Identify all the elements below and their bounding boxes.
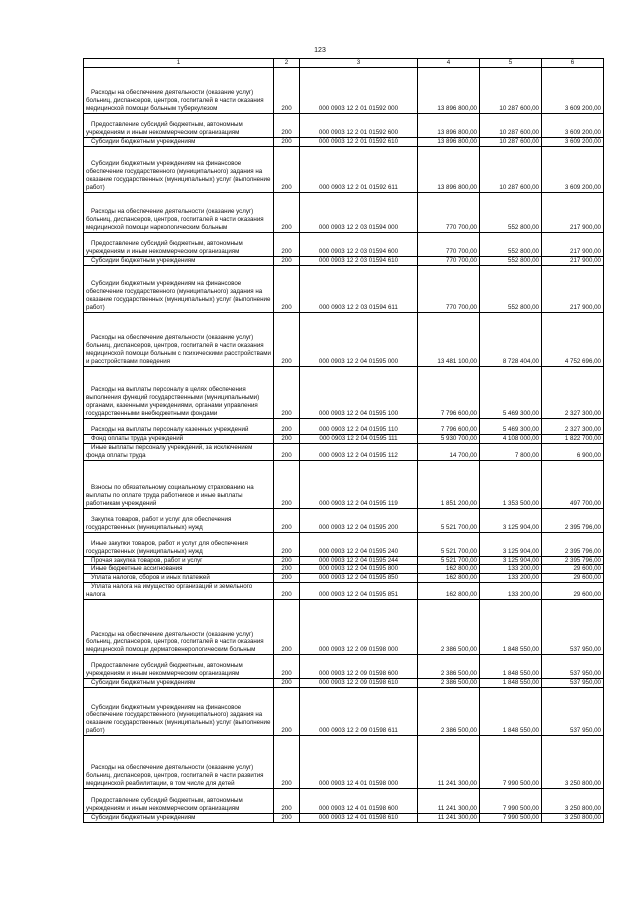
- table-header-row: [84, 59, 604, 68]
- row-classification-code: 000 0903 12 2 03 01594 000: [300, 192, 418, 232]
- table-row: [84, 574, 604, 583]
- row-description: Расходы на обеспечение деятельности (оказание услуг) больниц, диспансеров, центров, госпиталей в части оказания медицинской помощи дерматовенерологическим больным: [84, 600, 274, 655]
- row-admin-code: 200: [274, 789, 300, 814]
- row-value-col4: 5 521 700,00: [418, 556, 480, 565]
- row-value-col6: 3 609 200,00: [542, 138, 604, 147]
- table-row: [84, 68, 604, 114]
- row-classification-code: 000 0903 12 2 03 01594 611: [300, 265, 418, 312]
- row-value-col6: 1 822 700,00: [542, 434, 604, 443]
- row-value-col6: 2 327 300,00: [542, 366, 604, 418]
- table-row: [84, 434, 604, 443]
- row-admin-code: 200: [274, 688, 300, 736]
- row-value-col6: 3 609 200,00: [542, 114, 604, 138]
- table-row: [84, 114, 604, 138]
- table-row: [84, 146, 604, 192]
- row-value-col6: 217 900,00: [542, 232, 604, 256]
- row-admin-code: 200: [274, 434, 300, 443]
- table-row: [84, 366, 604, 418]
- row-description: Иные закупки товаров, работ и услуг для обеспечения государственных (муниципальных) нужд: [84, 532, 274, 556]
- row-value-col6: 537 950,00: [542, 655, 604, 679]
- table-row: [84, 789, 604, 814]
- table-row: [84, 736, 604, 789]
- row-value-col4: 13 896 800,00: [418, 146, 480, 192]
- row-description: Взносы по обязательному социальному страхованию на выплаты по оплате труда работников и иные выплаты работникам учреждений: [84, 460, 274, 508]
- row-value-col5: 133 200,00: [480, 574, 542, 583]
- header-cell: 6: [542, 59, 604, 68]
- row-value-col6: 3 250 800,00: [542, 736, 604, 789]
- row-description: Уплата налогов, сборов и иных платежей: [84, 574, 274, 583]
- table-row: [84, 443, 604, 460]
- row-value-col5: 133 200,00: [480, 565, 542, 574]
- table-row: [84, 460, 604, 508]
- row-description: Предоставление субсидий бюджетным, автономным учреждениям и иным некоммерческим организациям: [84, 114, 274, 138]
- table-row: [84, 192, 604, 232]
- row-value-col5: 7 800,00: [480, 443, 542, 460]
- row-admin-code: 200: [274, 138, 300, 147]
- row-value-col5: 7 990 500,00: [480, 789, 542, 814]
- row-description: Иные бюджетные ассигнования: [84, 565, 274, 574]
- row-admin-code: 200: [274, 565, 300, 574]
- header-cell: 4: [418, 59, 480, 68]
- row-classification-code: 000 0903 12 2 04 01595 112: [300, 443, 418, 460]
- row-classification-code: 000 0903 12 2 04 01595 119: [300, 460, 418, 508]
- row-description: Расходы на выплаты персоналу казенных учреждений: [84, 418, 274, 434]
- row-value-col4: 5 521 700,00: [418, 532, 480, 556]
- header-cell: 2: [274, 59, 300, 68]
- header-cell: 5: [480, 59, 542, 68]
- row-description: Предоставление субсидий бюджетным, автономным учреждениям и иным некоммерческим организациям: [84, 655, 274, 679]
- row-value-col4: 11 241 300,00: [418, 736, 480, 789]
- row-value-col4: 2 386 500,00: [418, 600, 480, 655]
- table-row: [84, 312, 604, 366]
- row-value-col4: 7 796 600,00: [418, 366, 480, 418]
- row-classification-code: 000 0903 12 2 09 01598 611: [300, 688, 418, 736]
- row-value-col6: 4 752 696,00: [542, 312, 604, 366]
- row-value-col6: 29 600,00: [542, 565, 604, 574]
- row-value-col5: 1 848 550,00: [480, 600, 542, 655]
- row-admin-code: 200: [274, 265, 300, 312]
- row-value-col4: 5 930 700,00: [418, 434, 480, 443]
- row-classification-code: 000 0903 12 2 04 01595 100: [300, 366, 418, 418]
- table-row: [84, 814, 604, 823]
- row-admin-code: 200: [274, 443, 300, 460]
- row-value-col6: 29 600,00: [542, 574, 604, 583]
- row-value-col6: 217 900,00: [542, 265, 604, 312]
- row-description: Субсидии бюджетным учреждениям на финансовое обеспечение государственного (муниципального) задания на оказание государственных (муниципальных) услуг (выполнение работ): [84, 146, 274, 192]
- row-value-col6: 537 950,00: [542, 688, 604, 736]
- row-classification-code: 000 0903 12 2 04 01595 850: [300, 574, 418, 583]
- row-value-col4: 11 241 300,00: [418, 789, 480, 814]
- row-description: Иные выплаты персоналу учреждений, за исключением фонда оплаты труда: [84, 443, 274, 460]
- row-description: Фонд оплаты труда учреждений: [84, 434, 274, 443]
- row-admin-code: 200: [274, 583, 300, 600]
- row-description: Субсидии бюджетным учреждениям: [84, 679, 274, 688]
- row-value-col5: 552 800,00: [480, 256, 542, 265]
- row-admin-code: 200: [274, 418, 300, 434]
- table-row: [84, 265, 604, 312]
- row-value-col5: 5 469 300,00: [480, 418, 542, 434]
- row-value-col4: 13 481 100,00: [418, 312, 480, 366]
- row-description: Расходы на обеспечение деятельности (оказание услуг) больниц, диспансеров, центров, госпиталей в части оказания медицинской помощи больным с психическими расстройствами и расстройствами поведения: [84, 312, 274, 366]
- row-description: Предоставление субсидий бюджетным, автономным учреждениям и иным некоммерческим организациям: [84, 789, 274, 814]
- row-value-col5: 552 800,00: [480, 265, 542, 312]
- row-value-col5: 10 287 600,00: [480, 138, 542, 147]
- row-value-col6: 217 900,00: [542, 256, 604, 265]
- row-value-col5: 1 848 550,00: [480, 655, 542, 679]
- row-classification-code: 000 0903 12 2 09 01598 610: [300, 679, 418, 688]
- row-value-col5: 552 800,00: [480, 192, 542, 232]
- row-classification-code: 000 0903 12 2 01 01592 600: [300, 114, 418, 138]
- row-value-col6: 6 900,00: [542, 443, 604, 460]
- row-value-col6: 3 250 800,00: [542, 789, 604, 814]
- row-value-col6: 537 950,00: [542, 679, 604, 688]
- table-row: [84, 556, 604, 565]
- row-admin-code: 200: [274, 460, 300, 508]
- row-value-col6: 497 700,00: [542, 460, 604, 508]
- row-classification-code: 000 0903 12 2 04 01595 110: [300, 418, 418, 434]
- row-admin-code: 200: [274, 532, 300, 556]
- table-row: [84, 565, 604, 574]
- row-description: Расходы на обеспечение деятельности (оказание услуг) больниц, диспансеров, центров, госпиталей в части оказания медицинской помощи наркологическим больным: [84, 192, 274, 232]
- header-cell: 1: [84, 59, 274, 68]
- row-value-col5: 1 353 500,00: [480, 460, 542, 508]
- row-value-col5: 133 200,00: [480, 583, 542, 600]
- row-classification-code: 000 0903 12 4 01 01598 000: [300, 736, 418, 789]
- row-description: Субсидии бюджетным учреждениям: [84, 814, 274, 823]
- table-row: [84, 688, 604, 736]
- row-value-col4: 14 700,00: [418, 443, 480, 460]
- row-classification-code: 000 0903 12 4 01 01598 610: [300, 814, 418, 823]
- row-admin-code: 200: [274, 68, 300, 114]
- row-value-col5: 1 848 550,00: [480, 688, 542, 736]
- table-row: [84, 418, 604, 434]
- row-classification-code: 000 0903 12 2 03 01594 600: [300, 232, 418, 256]
- row-classification-code: 000 0903 12 2 04 01595 000: [300, 312, 418, 366]
- row-admin-code: 200: [274, 312, 300, 366]
- table-row: [84, 655, 604, 679]
- row-value-col6: 2 395 796,00: [542, 532, 604, 556]
- row-admin-code: 200: [274, 600, 300, 655]
- table-row: [84, 508, 604, 532]
- row-value-col4: 770 700,00: [418, 232, 480, 256]
- row-admin-code: 200: [274, 655, 300, 679]
- row-admin-code: 200: [274, 192, 300, 232]
- table-row: [84, 583, 604, 600]
- row-admin-code: 200: [274, 679, 300, 688]
- row-value-col4: 2 386 500,00: [418, 679, 480, 688]
- row-value-col4: 770 700,00: [418, 256, 480, 265]
- row-classification-code: 000 0903 12 2 04 01595 111: [300, 434, 418, 443]
- row-classification-code: 000 0903 12 2 09 01598 600: [300, 655, 418, 679]
- table-row: [84, 138, 604, 147]
- row-value-col4: 770 700,00: [418, 192, 480, 232]
- table-row: [84, 256, 604, 265]
- row-value-col5: 10 287 600,00: [480, 114, 542, 138]
- row-description: Закупка товаров, работ и услуг для обеспечения государственных (муниципальных) нужд: [84, 508, 274, 532]
- row-description: Субсидии бюджетным учреждениям: [84, 256, 274, 265]
- row-description: Расходы на выплаты персоналу в целях обеспечения выполнения функций государственными (муниципальными) органами, казенными учреждениями, органами управления государственными внебюджетными фондами: [84, 366, 274, 418]
- row-value-col5: 4 108 000,00: [480, 434, 542, 443]
- row-value-col4: 1 851 200,00: [418, 460, 480, 508]
- row-value-col6: 217 900,00: [542, 192, 604, 232]
- row-admin-code: 200: [274, 556, 300, 565]
- row-classification-code: 000 0903 12 2 04 01595 851: [300, 583, 418, 600]
- row-description: Предоставление субсидий бюджетным, автономным учреждениям и иным некоммерческим организациям: [84, 232, 274, 256]
- page-number: 123: [314, 47, 326, 54]
- budget-table: [83, 58, 604, 823]
- row-value-col6: 3 250 800,00: [542, 814, 604, 823]
- row-value-col4: 162 800,00: [418, 574, 480, 583]
- row-admin-code: 200: [274, 736, 300, 789]
- table-row: [84, 532, 604, 556]
- row-value-col4: 162 800,00: [418, 565, 480, 574]
- row-description: Субсидии бюджетным учреждениям на финансовое обеспечение государственного (муниципального) задания на оказание государственных (муниципальных) услуг (выполнение работ): [84, 688, 274, 736]
- row-value-col5: 5 469 300,00: [480, 366, 542, 418]
- row-description: Субсидии бюджетным учреждениям на финансовое обеспечение государственного (муниципального) задания на оказание государственных (муниципальных) услуг (выполнение работ): [84, 265, 274, 312]
- row-description: Расходы на обеспечение деятельности (оказание услуг) больниц, диспансеров, центров, госпиталей в части оказания медицинской помощи больным туберкулезом: [84, 68, 274, 114]
- row-admin-code: 200: [274, 256, 300, 265]
- header-cell: 3: [300, 59, 418, 68]
- row-value-col4: 7 796 600,00: [418, 418, 480, 434]
- row-description: Субсидии бюджетным учреждениям: [84, 138, 274, 147]
- row-value-col5: 7 990 500,00: [480, 736, 542, 789]
- row-admin-code: 200: [274, 814, 300, 823]
- row-value-col6: 3 609 200,00: [542, 68, 604, 114]
- row-classification-code: 000 0903 12 2 04 01595 200: [300, 508, 418, 532]
- row-value-col4: 13 896 800,00: [418, 138, 480, 147]
- row-value-col6: 3 609 200,00: [542, 146, 604, 192]
- row-classification-code: 000 0903 12 2 01 01592 000: [300, 68, 418, 114]
- row-value-col4: 770 700,00: [418, 265, 480, 312]
- row-value-col5: 1 848 550,00: [480, 679, 542, 688]
- row-classification-code: 000 0903 12 2 04 01595 800: [300, 565, 418, 574]
- row-classification-code: 000 0903 12 4 01 01598 600: [300, 789, 418, 814]
- row-admin-code: 200: [274, 574, 300, 583]
- table-row: [84, 232, 604, 256]
- row-admin-code: 200: [274, 366, 300, 418]
- row-value-col5: 10 287 600,00: [480, 146, 542, 192]
- row-value-col4: 2 386 500,00: [418, 655, 480, 679]
- row-description: Уплата налога на имущество организаций и земельного налога: [84, 583, 274, 600]
- row-value-col5: 8 728 404,00: [480, 312, 542, 366]
- row-value-col5: 3 125 904,00: [480, 532, 542, 556]
- row-admin-code: 200: [274, 114, 300, 138]
- row-value-col4: 11 241 300,00: [418, 814, 480, 823]
- row-classification-code: 000 0903 12 2 04 01595 244: [300, 556, 418, 565]
- row-value-col4: 13 896 800,00: [418, 114, 480, 138]
- row-value-col6: 537 950,00: [542, 600, 604, 655]
- row-classification-code: 000 0903 12 2 01 01592 611: [300, 146, 418, 192]
- row-value-col6: 2 395 796,00: [542, 556, 604, 565]
- row-value-col5: 7 990 500,00: [480, 814, 542, 823]
- row-value-col6: 29 600,00: [542, 583, 604, 600]
- row-description: Прочая закупка товаров, работ и услуг: [84, 556, 274, 565]
- row-classification-code: 000 0903 12 2 03 01594 610: [300, 256, 418, 265]
- row-admin-code: 200: [274, 146, 300, 192]
- row-value-col5: 552 800,00: [480, 232, 542, 256]
- row-admin-code: 200: [274, 508, 300, 532]
- row-classification-code: 000 0903 12 2 04 01595 240: [300, 532, 418, 556]
- row-value-col4: 162 800,00: [418, 583, 480, 600]
- row-value-col4: 5 521 700,00: [418, 508, 480, 532]
- row-value-col6: 2 327 300,00: [542, 418, 604, 434]
- row-admin-code: 200: [274, 232, 300, 256]
- row-value-col6: 2 395 796,00: [542, 508, 604, 532]
- row-value-col4: 13 896 800,00: [418, 68, 480, 114]
- row-description: Расходы на обеспечение деятельности (оказание услуг) больниц, диспансеров, центров, госпиталей в части развития медицинской реабилитации, в том числе для детей: [84, 736, 274, 789]
- row-classification-code: 000 0903 12 2 09 01598 000: [300, 600, 418, 655]
- row-value-col5: 3 125 904,00: [480, 508, 542, 532]
- row-classification-code: 000 0903 12 2 01 01592 610: [300, 138, 418, 147]
- row-value-col5: 3 125 904,00: [480, 556, 542, 565]
- table-row: [84, 600, 604, 655]
- row-value-col4: 2 386 500,00: [418, 688, 480, 736]
- table-row: [84, 679, 604, 688]
- row-value-col5: 10 287 600,00: [480, 68, 542, 114]
